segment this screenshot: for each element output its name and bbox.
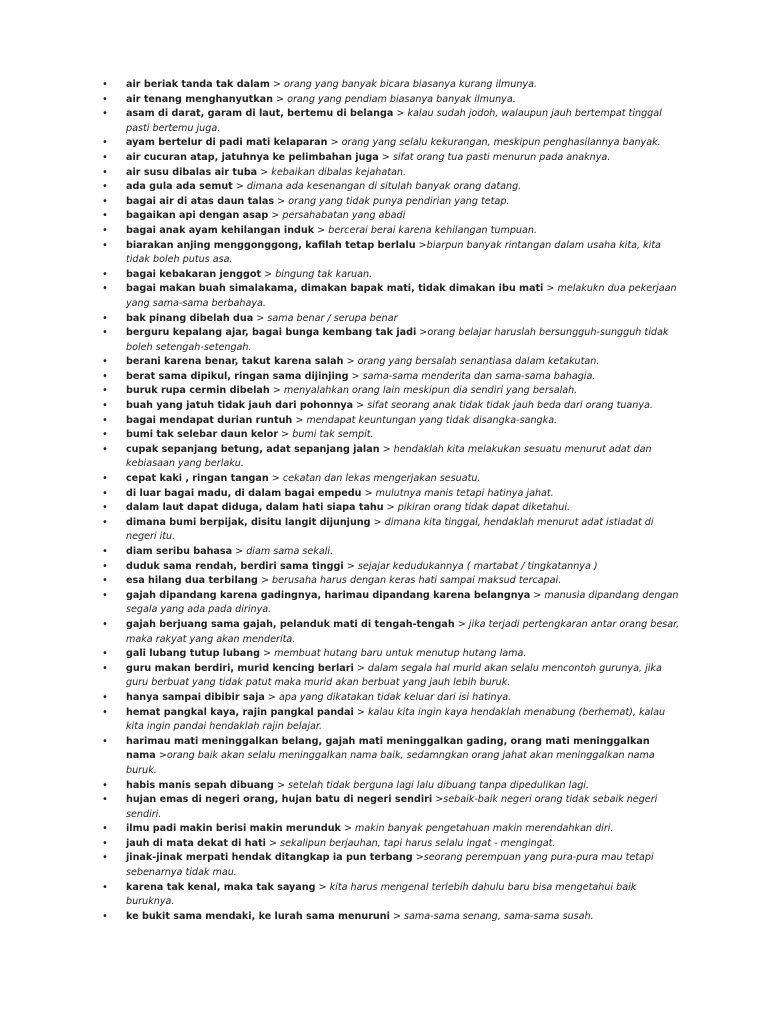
proverb-separator: > bbox=[378, 151, 393, 163]
proverb-term: jauh di mata dekat di hati bbox=[126, 837, 266, 849]
proverb-item bbox=[102, 282, 682, 311]
proverb-item bbox=[102, 239, 682, 268]
proverb-separator: > bbox=[327, 137, 342, 149]
proverb-item bbox=[102, 268, 682, 283]
proverb-term: air susu dibalas air tuba bbox=[126, 166, 258, 178]
proverb-separator: > bbox=[348, 370, 363, 382]
proverb-term: dalam laut dapat diduga, dalam hati siapa tahu bbox=[126, 502, 384, 514]
proverb-meaning: sejajar kedudukannya ( martabat / tingkatannya ) bbox=[357, 560, 598, 572]
proverb-item bbox=[102, 706, 682, 735]
proverb-separator: > bbox=[389, 910, 405, 922]
proverb-meaning: sama benar / serupa benar bbox=[267, 312, 398, 324]
proverb-meaning: orang yang banyak bicara biasanya kurang ilmunya. bbox=[284, 79, 538, 90]
proverb-item bbox=[102, 166, 682, 181]
proverb-term: gajah berjuang sama gajah, pelanduk mati di tengah-tengah bbox=[126, 618, 455, 630]
proverb-separator: > bbox=[264, 691, 279, 703]
proverb-item bbox=[102, 881, 682, 910]
proverb-item bbox=[102, 735, 682, 779]
proverb-meaning: berusaha harus dengan keras hati sampai maksud tercapai. bbox=[272, 575, 562, 587]
proverb-item bbox=[102, 151, 682, 166]
proverb-term: cepat kaki , ringan tangan bbox=[126, 473, 269, 485]
proverb-separator: > bbox=[379, 443, 394, 455]
proverb-meaning: membuat hutang baru untuk menutup hutang lama. bbox=[274, 648, 527, 660]
proverb-separator: > bbox=[278, 429, 293, 441]
proverb-item bbox=[102, 355, 682, 370]
proverb-separator: > bbox=[353, 706, 368, 718]
proverb-term: dimana bumi berpijak, disitu langit dijunjung bbox=[126, 516, 371, 528]
proverb-item bbox=[102, 224, 682, 239]
proverb-separator: > bbox=[416, 327, 428, 339]
proverb-term: ilmu padi makin berisi makin merunduk bbox=[126, 823, 341, 835]
proverb-item bbox=[102, 618, 682, 647]
proverb-term: guru makan berdiri, murid kencing berlari bbox=[126, 662, 354, 674]
proverb-item bbox=[102, 136, 682, 151]
proverb-meaning: bercerai berai karena kehilangan tumpuan. bbox=[328, 224, 538, 236]
proverb-meaning: dimana ada kesenangan di situlah banyak orang datang. bbox=[246, 181, 522, 193]
proverb-item bbox=[102, 589, 682, 618]
proverb-meaning: dimana kita tinggal, hendaklah menurut adat istiadat di negeri itu. bbox=[126, 516, 654, 543]
proverb-meaning: apa yang dikatakan tidak keluar dari isi hatinya. bbox=[278, 691, 512, 703]
proverb-separator: > bbox=[268, 210, 283, 222]
proverb-item bbox=[102, 837, 682, 852]
proverb-item bbox=[102, 414, 682, 429]
proverb-item bbox=[102, 209, 682, 224]
proverb-meaning: sebaik-baik negeri orang tidak sebaik negeri sendiri. bbox=[126, 794, 658, 820]
proverb-separator: > bbox=[353, 662, 368, 674]
proverb-separator: > bbox=[412, 852, 424, 864]
proverb-meaning: orang yang selalu kekurangan, meskipun penghasilannya banyak. bbox=[341, 137, 661, 149]
proverb-term: jinak-jinak merpati hendak ditangkap ia pun terbang bbox=[126, 852, 413, 864]
proverb-meaning: bingung tak karuan. bbox=[275, 268, 373, 280]
proverb-meaning: orang yang pendiam biasanya banyak ilmunya. bbox=[287, 93, 516, 105]
proverb-term: bagai kebakaran jenggot bbox=[126, 268, 262, 280]
proverb-meaning: sifat orang tua pasti menurun pada anaknya. bbox=[392, 151, 611, 163]
proverb-term: cupak sepanjang betung, adat sepanjang jalan bbox=[126, 443, 380, 455]
proverb-separator: > bbox=[361, 487, 376, 499]
proverb-separator: > bbox=[383, 502, 398, 514]
proverb-term: harimau mati meninggalkan belang, gajah mati meninggalkan gading, orang mati meninggalkan nama bbox=[126, 735, 650, 762]
proverb-meaning: persahabatan yang abadi bbox=[282, 210, 406, 222]
proverb-term: air cucuran atap, jatuhnya ke pelimbahan juga bbox=[126, 151, 379, 163]
proverb-meaning: orang yang tidak punya pendirian yang tetap. bbox=[288, 195, 510, 207]
proverb-term: bagai anak ayam kehilangan induk bbox=[126, 224, 315, 236]
proverb-term: bak pinang dibelah dua bbox=[126, 312, 254, 324]
proverb-meaning: kita harus mengenal terlebih dahulu baru bisa mengetahui baik buruknya. bbox=[126, 881, 637, 908]
proverb-separator: > bbox=[274, 195, 289, 207]
proverb-term: bagai air di atas daun talas bbox=[126, 195, 275, 207]
proverb-separator: > bbox=[353, 400, 368, 412]
proverb-item bbox=[102, 779, 682, 794]
proverb-term: di luar bagai madu, di dalam bagai empedu bbox=[126, 487, 362, 499]
proverb-item bbox=[102, 326, 682, 355]
proverb-meaning: seorang perempuan yang pura-pura mau tetapi sebenarnya tidak mau. bbox=[126, 852, 654, 879]
proverb-item bbox=[102, 78, 682, 93]
proverb-item bbox=[102, 472, 682, 487]
proverb-item bbox=[102, 370, 682, 385]
proverb-meaning: orang belajar haruslah bersungguh-sungguh tidak boleh setengah-setengah. bbox=[126, 327, 669, 353]
proverb-meaning: sifat seorang anak tidak tidak jauh beda dari orang tuanya. bbox=[367, 400, 653, 412]
proverb-term: hanya sampai dibibir saja bbox=[126, 691, 265, 703]
proverb-meaning: sama-sama senang, sama-sama susah. bbox=[404, 910, 594, 922]
proverb-term: berani karena benar, takut karena salah bbox=[126, 356, 344, 368]
proverb-separator: > bbox=[415, 239, 427, 251]
proverb-meaning: jika terjadi pertengkaran antar orang besar, maka rakyat yang akan menderita. bbox=[126, 618, 680, 645]
proverb-separator: > bbox=[257, 575, 273, 587]
proverb-separator: > bbox=[454, 618, 469, 630]
proverb-term: ayam bertelur di padi mati kelaparan bbox=[126, 137, 328, 149]
proverb-meaning: biarpun banyak rintangan dalam usaha kita, kita tidak boleh putus asa. bbox=[126, 239, 661, 266]
proverb-meaning: melakukn dua pekerjaan yang sama-sama berbahaya. bbox=[126, 283, 677, 309]
proverb-item bbox=[102, 662, 682, 691]
proverb-item bbox=[102, 312, 682, 327]
proverb-separator: > bbox=[253, 312, 268, 324]
proverb-term: duduk sama rendah, berdiri sama tinggi bbox=[126, 560, 344, 572]
proverb-term: berat sama dipikul, ringan sama dijinjing bbox=[126, 370, 349, 382]
proverb-separator: > bbox=[261, 268, 276, 280]
proverb-separator: > bbox=[257, 166, 272, 178]
proverb-separator: > bbox=[265, 837, 281, 849]
proverb-term: habis manis sepah dibuang bbox=[126, 779, 274, 791]
proverb-separator: > bbox=[343, 560, 358, 572]
proverb-item bbox=[102, 910, 682, 925]
proverb-meaning: diam sama sekali. bbox=[246, 546, 334, 557]
proverb-separator: > bbox=[370, 516, 385, 528]
proverb-separator: > bbox=[343, 356, 358, 368]
proverb-item bbox=[102, 384, 682, 399]
proverb-item bbox=[102, 443, 682, 472]
proverb-item bbox=[102, 180, 682, 195]
proverb-separator: > bbox=[269, 385, 284, 397]
proverb-separator: > bbox=[315, 881, 330, 893]
proverb-item bbox=[102, 93, 682, 108]
proverb-meaning: makin banyak pengetahuan makin merendahkan diri. bbox=[355, 823, 614, 835]
proverb-meaning: bumi tak sempit. bbox=[292, 429, 374, 441]
proverb-item bbox=[102, 399, 682, 414]
proverb-item bbox=[102, 822, 682, 837]
proverb-meaning: mulutnya manis tetapi hatinya jahat. bbox=[375, 487, 554, 499]
proverb-term: bagaikan api dengan asap bbox=[126, 210, 269, 222]
proverb-meaning: sekalipun berjauhan, tapi harus selalu ingat - mengingat. bbox=[280, 837, 556, 849]
proverb-meaning: mendapat keuntungan yang tidak disangka-sangka. bbox=[306, 414, 558, 426]
proverb-list bbox=[102, 78, 682, 924]
proverb-item bbox=[102, 195, 682, 210]
proverb-term: bagai makan buah simalakama, dimakan bapak mati, tidak dimakan ibu mati bbox=[126, 283, 544, 295]
proverb-term: karena tak kenal, maka tak sayang bbox=[126, 881, 316, 893]
proverb-term: hemat pangkal kaya, rajin pangkal pandai bbox=[126, 706, 354, 718]
proverb-meaning: cekatan dan lekas mengerjakan sesuatu. bbox=[282, 473, 481, 485]
proverb-meaning: hendaklah kita melakukan sesuatu menurut adat dan kebiasaan yang berlaku. bbox=[126, 443, 652, 470]
proverb-item bbox=[102, 560, 682, 575]
proverb-separator: > bbox=[543, 283, 558, 295]
proverb-item bbox=[102, 647, 682, 662]
proverb-term: air tenang menghanyutkan bbox=[126, 93, 273, 105]
proverb-term: hujan emas di negeri orang, hujan batu di negeri sendiri bbox=[126, 794, 433, 806]
proverb-separator: > bbox=[272, 93, 288, 105]
proverb-separator: > bbox=[259, 648, 275, 660]
proverb-term: esa hilang dua terbilang bbox=[126, 575, 258, 587]
proverb-item bbox=[102, 487, 682, 502]
proverb-item bbox=[102, 793, 682, 822]
proverb-term: buah yang jatuh tidak jauh dari pohonnya bbox=[126, 400, 354, 412]
proverb-item bbox=[102, 516, 682, 545]
proverb-separator: > bbox=[155, 750, 167, 762]
proverb-separator: > bbox=[273, 779, 289, 791]
proverb-separator: > bbox=[268, 473, 283, 485]
proverb-separator: > bbox=[314, 224, 329, 236]
proverb-separator: > bbox=[432, 794, 444, 806]
proverb-term: ada gula ada semut bbox=[126, 181, 233, 193]
proverb-meaning: manusia dipandang dengan segala yang ada pada dirinya. bbox=[126, 589, 679, 616]
proverb-separator: > bbox=[269, 79, 285, 90]
proverb-term: ke bukit sama mendaki, ke lurah sama menuruni bbox=[126, 910, 390, 922]
proverb-meaning: kebaikan dibalas kejahatan. bbox=[271, 166, 407, 178]
proverb-meaning: kalau sudah jodoh, walaupun jauh bertempat tinggal pasti bertemu juga. bbox=[126, 108, 662, 134]
proverb-meaning: pikiran orang tidak dapat diketahui. bbox=[397, 502, 571, 514]
proverb-item bbox=[102, 691, 682, 706]
proverb-separator: > bbox=[292, 414, 307, 426]
proverb-item bbox=[102, 107, 682, 136]
proverb-term: gajah dipandang karena gadingnya, harimau dipandang karena belangnya bbox=[126, 589, 531, 601]
proverb-separator: > bbox=[232, 181, 247, 193]
proverb-separator: > bbox=[393, 108, 408, 120]
proverb-item bbox=[102, 574, 682, 589]
proverb-term: bumi tak selebar daun kelor bbox=[126, 429, 279, 441]
proverb-meaning: orang yang bersalah senantiasa dalam ketakutan. bbox=[357, 356, 600, 368]
proverb-meaning: dalam segala hal murid akan selalu mencontoh gurunya, jika guru berbuat yang tidak patut maka murid akan berbuat yang jauh lebih buruk. bbox=[126, 662, 662, 689]
proverb-term: asam di darat, garam di laut, bertemu di belanga bbox=[126, 108, 394, 120]
proverb-meaning: sama-sama menderita dan sama-sama bahagia. bbox=[362, 370, 596, 382]
proverb-separator: > bbox=[340, 823, 356, 835]
proverb-term: gali lubang tutup lubang bbox=[126, 648, 260, 660]
proverb-term: bagai mendapat durian runtuh bbox=[126, 414, 293, 426]
proverb-term: diam seribu bahasa bbox=[126, 546, 233, 557]
proverb-separator: > bbox=[530, 589, 545, 601]
proverb-item bbox=[102, 545, 682, 560]
proverb-term: buruk rupa cermin dibelah bbox=[126, 385, 270, 397]
proverb-meaning: menyalahkan orang lain meskipun dia sendiri yang bersalah. bbox=[283, 385, 578, 397]
proverb-term: berguru kepalang ajar, bagai bunga kembang tak jadi bbox=[126, 327, 417, 339]
proverb-separator: > bbox=[232, 546, 247, 557]
proverb-meaning: setelah tidak berguna lagi lalu dibuang tanpa dipedulikan lagi. bbox=[288, 779, 590, 791]
proverb-item bbox=[102, 428, 682, 443]
proverb-item bbox=[102, 851, 682, 880]
proverb-item bbox=[102, 501, 682, 516]
proverb-meaning: orang baik akan selalu meninggalkan nama baik, sedamngkan orang jahat akan meninggalkan nama buruk. bbox=[126, 750, 655, 776]
proverb-term: air beriak tanda tak dalam bbox=[126, 79, 270, 90]
proverb-meaning: kalau kita ingin kaya hendaklah menabung (berhemat), kalau kita ingin pandai hendaklah rajin belajar. bbox=[126, 706, 666, 733]
proverb-term: biarakan anjing menggonggong, kafilah tetap berlalu bbox=[126, 239, 416, 251]
